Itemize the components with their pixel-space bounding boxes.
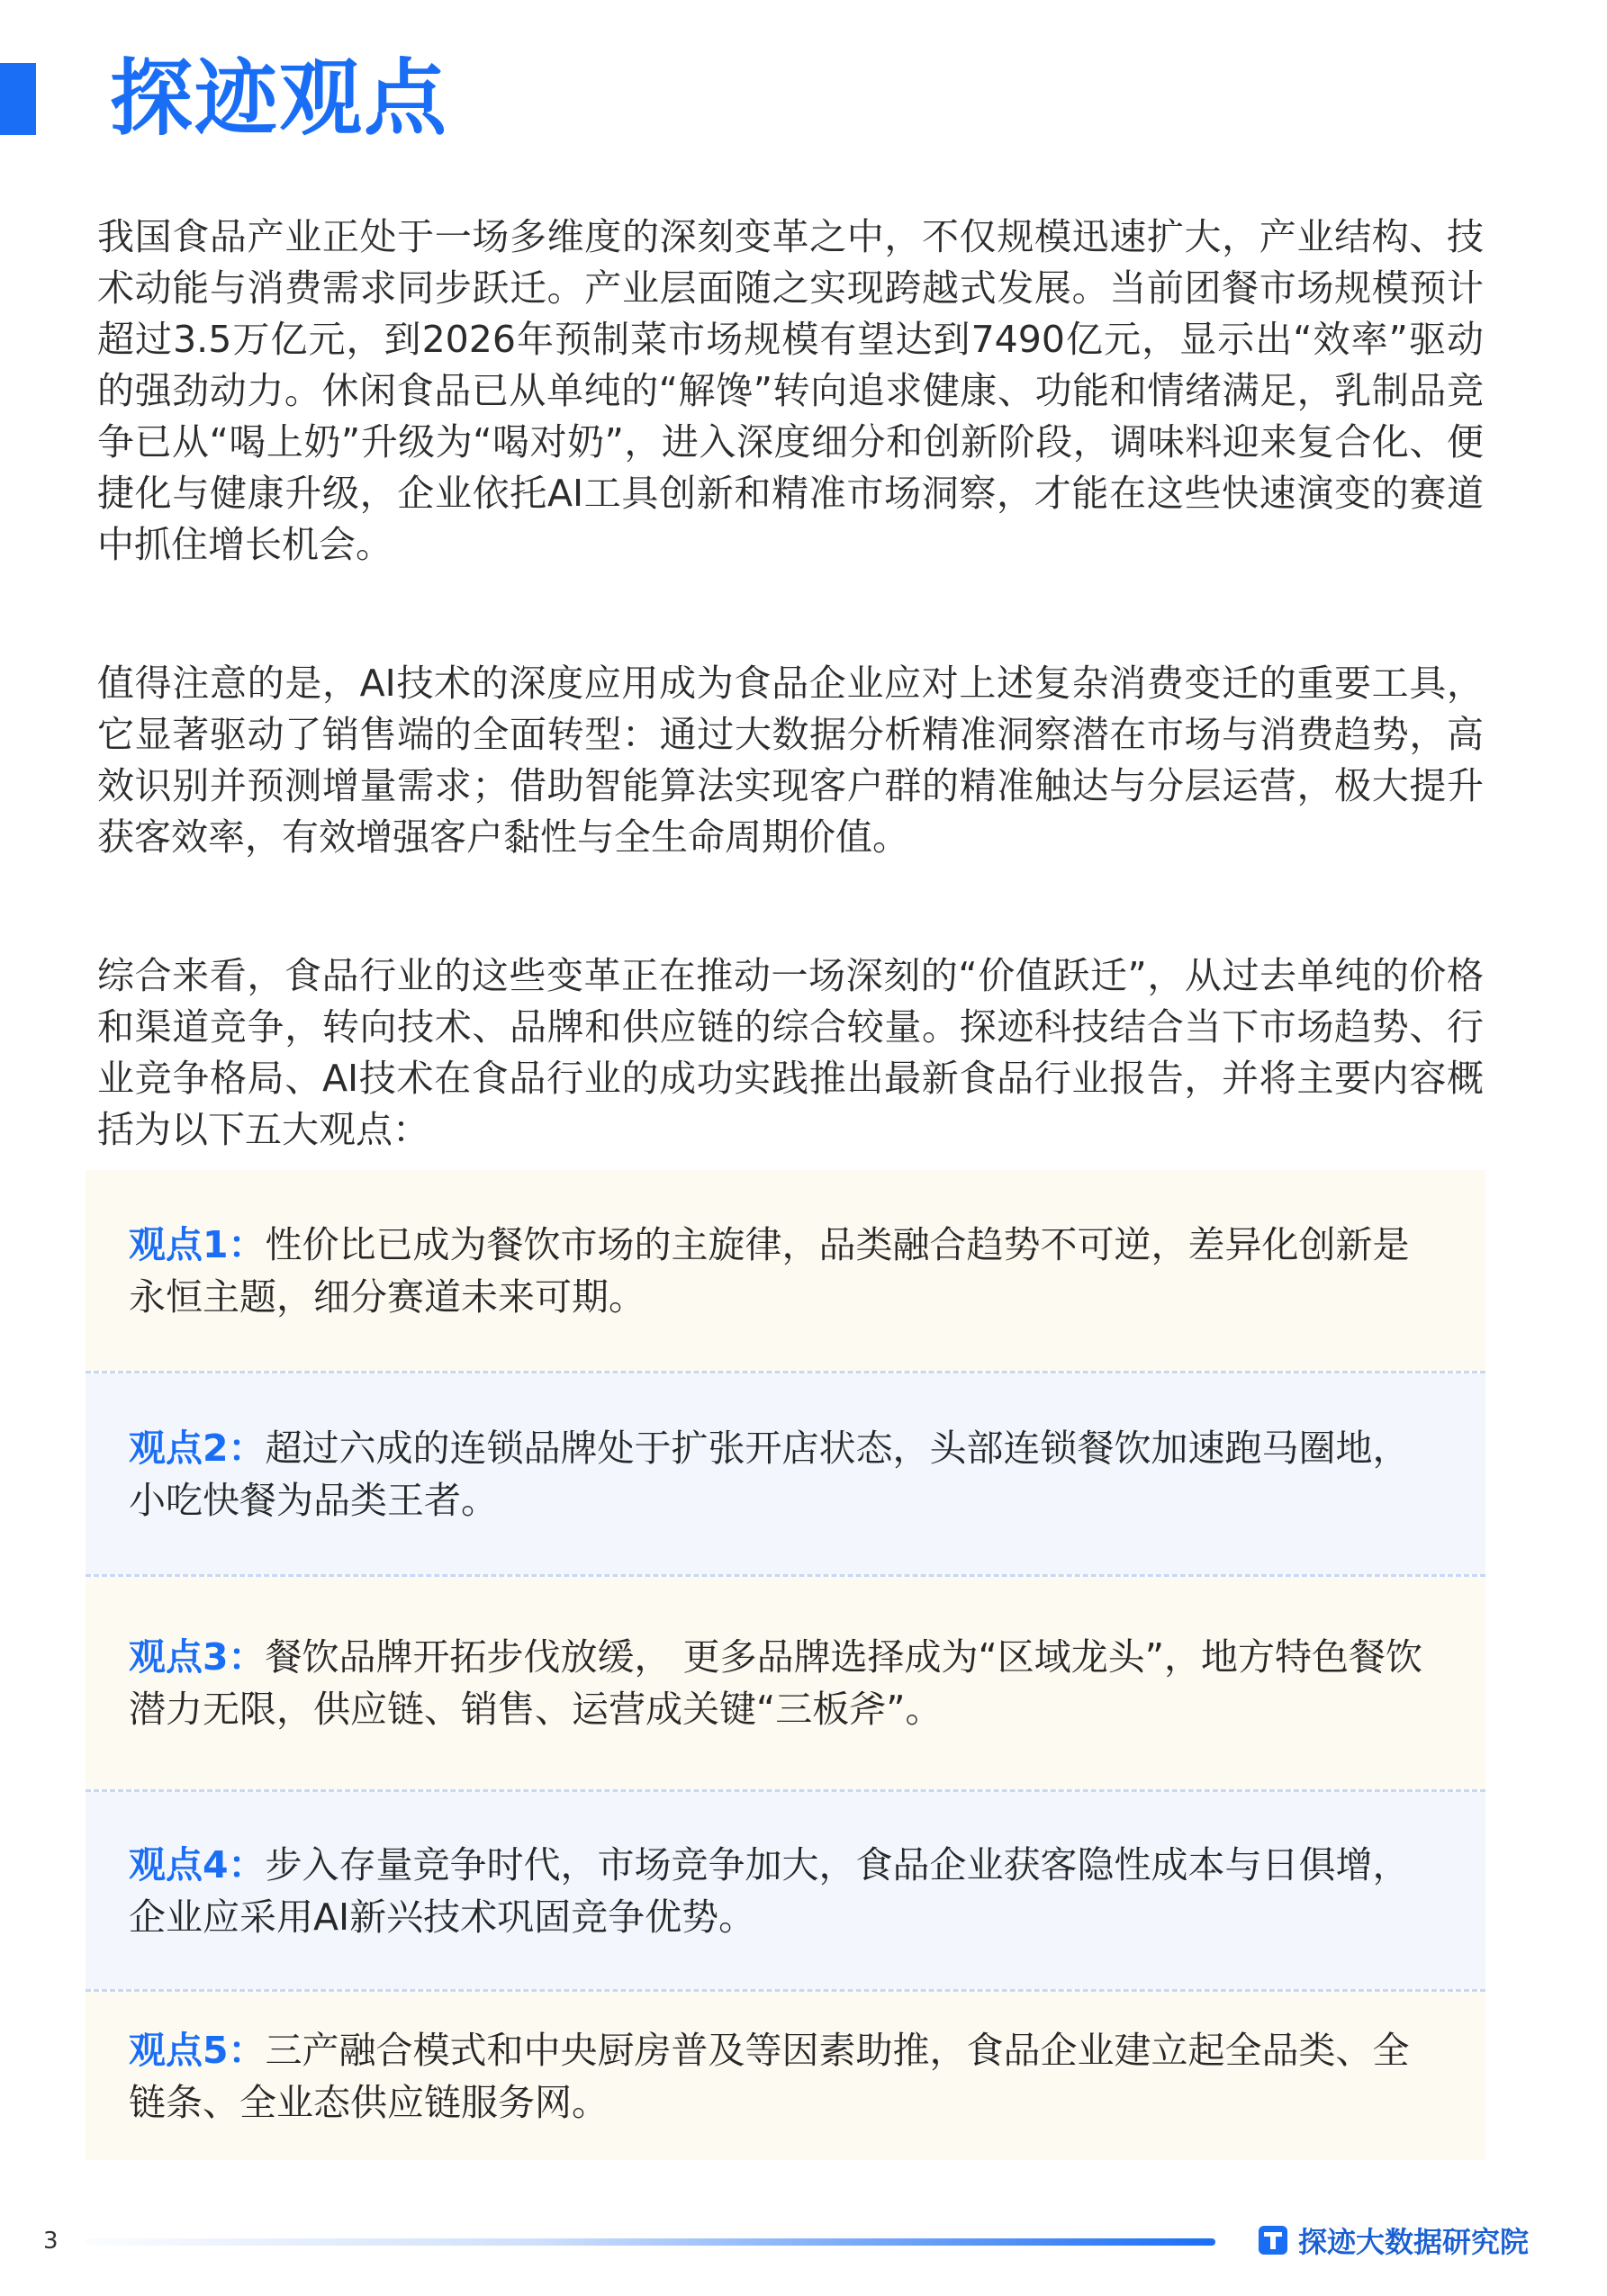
key-point-text: 步入存量竞争时代，市场竞争加大，食品企业获客隐性成本与日俱增，企业应采用AI新兴技术巩固竞争优势。	[129, 1842, 1410, 1939]
footer-brand	[1259, 2219, 1529, 2261]
key-point-label: 观点2：	[129, 1426, 266, 1470]
key-point-4	[86, 1792, 1485, 1989]
ai-paragraph: 值得注意的是，AI技术的深度应用成为食品企业应对上述复杂消费变迁的重要工具，它显著驱动了销售端的全面转型：通过大数据分析精准洞察潜在市场与消费趋势，高效识别并预测增量需求；借助智能算法实现客户群的精准触达与分层运营，极大提升获客效率，有效增强客户黏性与全生命周期价值。	[97, 662, 1484, 859]
key-point-label: 观点3：	[129, 1635, 266, 1679]
tanji-logo-icon	[1259, 2226, 1287, 2255]
key-point-label: 观点5：	[129, 2028, 266, 2072]
key-point-text: 超过六成的连锁品牌处于扩张开店状态，头部连锁餐饮加速跑马圈地，小吃快餐为品类王者。	[129, 1426, 1410, 1522]
key-point-text: 三产融合模式和中央厨房普及等因素助推，食品企业建立起全品类、全链条、全业态供应链服务网。	[129, 2028, 1410, 2124]
key-point-3	[86, 1577, 1485, 1789]
key-point-text: 性价比已成为餐饮市场的主旋律，品类融合趋势不可逆，差异化创新是永恒主题，细分赛道未来可期。	[129, 1222, 1410, 1319]
key-point-text: 餐饮品牌开拓步伐放缓， 更多品牌选择成为“区域龙头”，地方特色餐饮潜力无限，供应链、销售、运营成关键“三板斧”。	[129, 1635, 1423, 1731]
summary-paragraph: 综合来看，食品行业的这些变革正在推动一场深刻的“价值跃迁”，从过去单纯的价格和渠道竞争，转向技术、品牌和供应链的综合较量。探迹科技结合当下市场趋势、行业竞争格局、AI技术在食品行业的成功实践推出最新食品行业报告，并将主要内容概括为以下五大观点：	[97, 954, 1484, 1151]
key-points-panel	[86, 1170, 1485, 2160]
page-number: 3	[43, 2228, 59, 2255]
footer-gradient-line	[86, 2238, 1215, 2246]
key-point-1	[86, 1170, 1485, 1371]
brand-name: 探迹大数据研究院	[1298, 2225, 1530, 2259]
key-point-label: 观点1：	[129, 1222, 266, 1266]
page-title: 探迹观点	[110, 50, 449, 147]
key-point-label: 观点4：	[129, 1842, 266, 1886]
intro-paragraph: 我国食品产业正处于一场多维度的深刻变革之中，不仅规模迅速扩大，产业结构、技术动能与消费需求同步跃迁。产业层面随之实现跨越式发展。当前团餐市场规模预计超过3.5万亿元，到2026年预制菜市场规模有望达到7490亿元，显示出“效率”驱动的强劲动力。休闲食品已从单纯的“解馋”转向追求健康、功能和情绪满足，乳制品竞争已从“喝上奶”升级为“喝对奶”，进入深度细分和创新阶段，调味料迎来复合化、便捷化与健康升级，企业依托AI工具创新和精准市场洞察，才能在这些快速演变的赛道中抓住增长机会。	[97, 215, 1484, 566]
key-point-2	[86, 1373, 1485, 1574]
title-accent-bar	[0, 63, 36, 135]
key-point-5	[86, 1992, 1485, 2160]
